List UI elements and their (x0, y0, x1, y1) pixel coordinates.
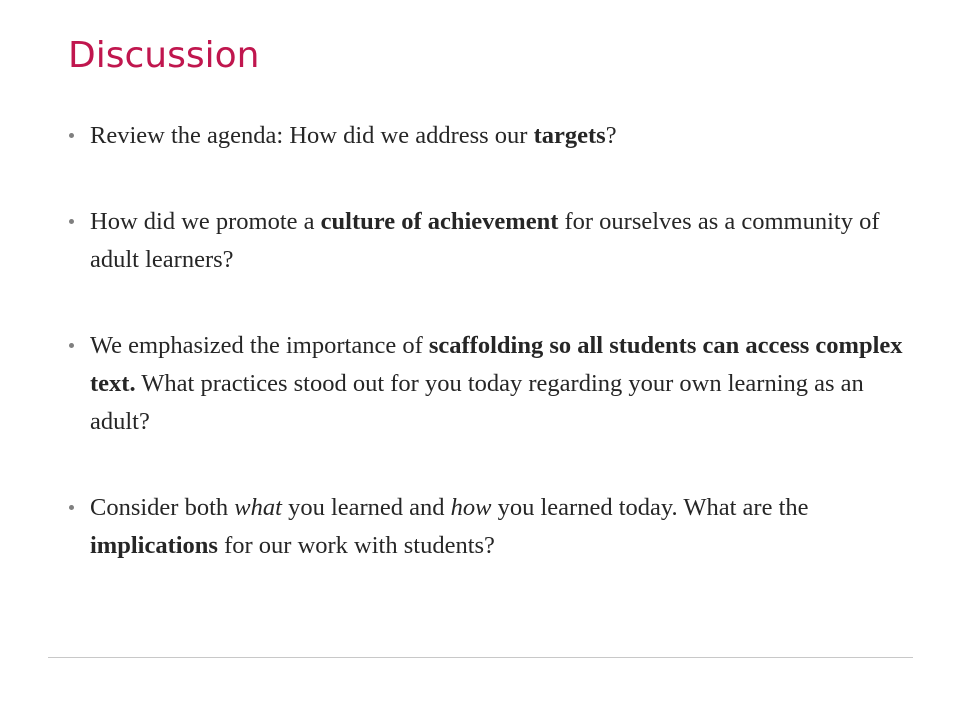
bullet-text-normal: Review the agenda: How did we address our (90, 122, 534, 149)
bullet-text-normal: for our work with students? (217, 532, 495, 559)
bullet-text-normal: you learned and (281, 494, 451, 521)
bullet-item (68, 327, 928, 441)
bullet-text-normal: How did we promote a (90, 208, 321, 235)
bullet-item (68, 117, 928, 155)
footer-divider (48, 657, 913, 658)
bullet-text-bold: culture of achievement (320, 208, 559, 235)
bullet-text-italic: how (450, 494, 492, 521)
bullet-dot-icon (69, 343, 74, 348)
bullet-text-normal: ? (605, 122, 617, 149)
bullet-text-normal: Consider both (90, 494, 235, 521)
bullet-text-italic: what (234, 494, 282, 521)
bullet-list (68, 117, 928, 565)
bullet-text-normal: for ourselves as a community of adult learners? (90, 208, 880, 273)
bullet-text-normal: What practices stood out for you today regarding your own learning as an adult? (90, 370, 864, 435)
bullet-dot-icon (69, 219, 74, 224)
bullet-text-normal: you learned today. What are the (491, 494, 809, 521)
bullet-text-normal: We emphasized the importance of (90, 332, 429, 359)
slide-title: Discussion (68, 35, 260, 76)
bullet-dot-icon (69, 505, 74, 510)
bullet-dot-icon (69, 133, 74, 138)
bullet-text-bold: implications (90, 532, 218, 559)
bullet-item (68, 203, 928, 279)
bullet-item (68, 489, 928, 565)
bullet-text-bold: targets (533, 122, 606, 149)
bullet-text-bold: scaffolding so all students can access complex text. (90, 332, 903, 397)
